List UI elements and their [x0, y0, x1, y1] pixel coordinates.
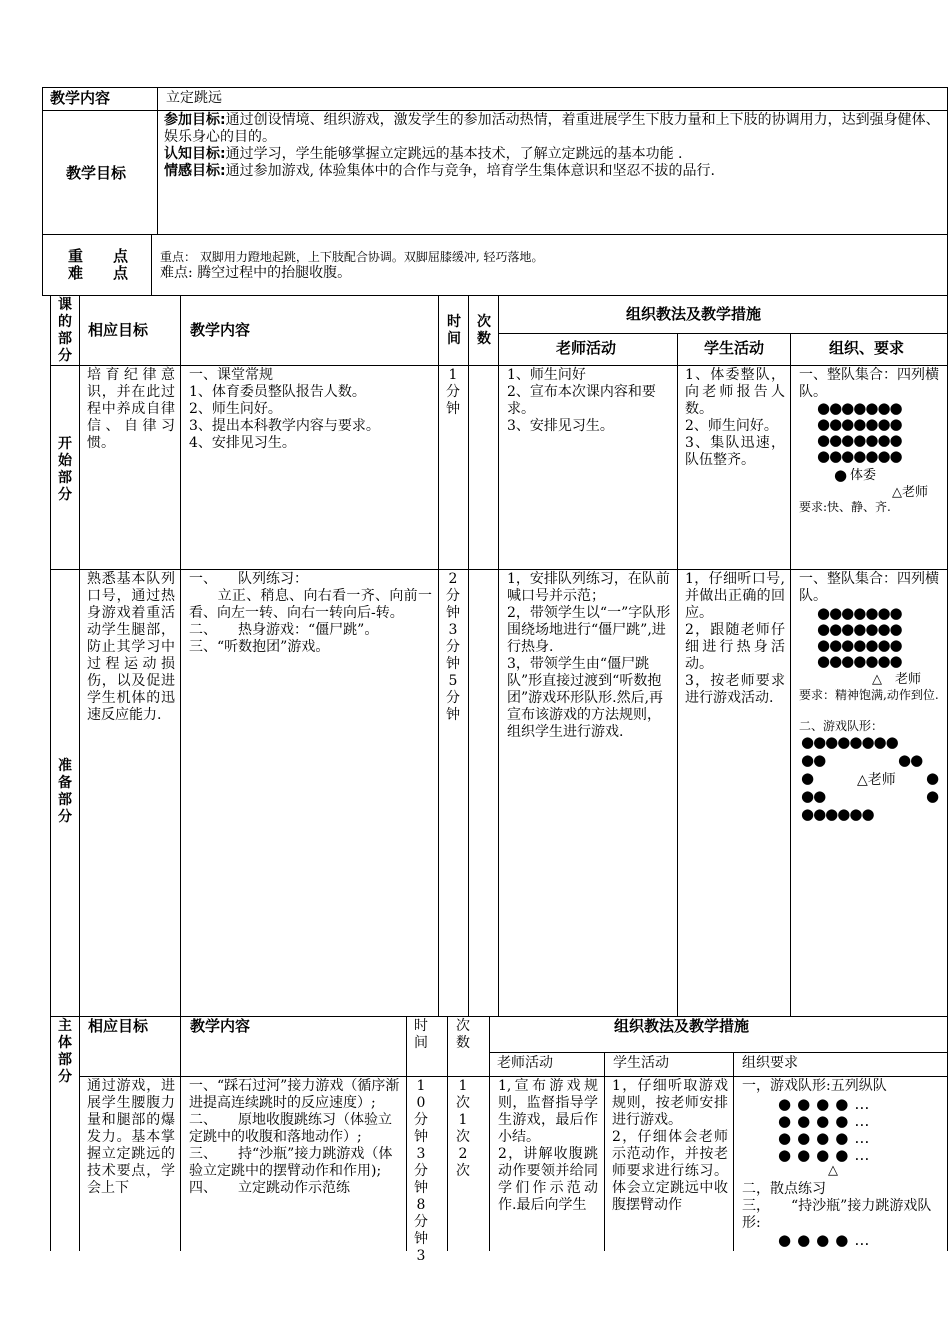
start-content-line: 一、课堂常规 [189, 367, 273, 383]
t2-time-header: 时间 [414, 1018, 428, 1051]
content-label: 教学内容 [50, 89, 111, 107]
monitor-marker: ● [834, 466, 847, 484]
column-formation-row: ●●●●… [778, 1146, 876, 1164]
main-org-line-3: 三， “持沙瓶”接力跳游戏队形: [742, 1198, 932, 1231]
start-content-line: 1、体育委员整队报告人数。 [189, 384, 366, 400]
start-org-req: 要求:快、静、齐. [799, 500, 891, 514]
prep-student-line: 1，仔细听口号,并做出正确的回应。 [685, 571, 785, 621]
start-content-line: 4、安排见习生。 [189, 435, 296, 451]
start-formation-row: ●●●●●●● [817, 415, 902, 433]
column-formation-row: ●●●●… [778, 1129, 876, 1147]
main-time: 10分钟3分钟8分钟3 [414, 1078, 428, 1264]
col-goal-header: 相应目标 [88, 321, 149, 339]
main-org-line-1: 一，游戏队形:五列纵队 [742, 1078, 887, 1094]
start-part-label: 开始部分 [58, 436, 72, 503]
ring-teacher-marker: △老师 [857, 772, 896, 788]
col-student-header: 学生活动 [704, 339, 765, 357]
relay-formation-row: ●●●●… [778, 1231, 876, 1249]
column-formation-row: ●●●●… [778, 1095, 876, 1113]
main-teacher-line: 1,宣布游戏规则，监督指导学生游戏，最后作小结。 [498, 1078, 598, 1145]
content-value: 立定跳远 [166, 90, 222, 106]
ring-formation-right: ●● [898, 751, 923, 769]
ring-formation-right: ● [926, 769, 939, 787]
ring-formation-left: ●● [801, 751, 826, 769]
start-formation-row: ●●●●●●● [817, 431, 902, 449]
prep-formation-row: ●●●●●●● [817, 620, 902, 638]
start-teacher-marker: △老师 [892, 485, 928, 500]
start-org-title: 一、整队集合：四列横队。 [799, 367, 939, 400]
start-goal: 培育纪律意识，并在此过程中养成自律信、自律习惯。 [87, 367, 175, 451]
main-content-line: 三、 持“沙瓶”接力跳游戏（体验立定跳中的摆臂动作和作用); [189, 1146, 393, 1179]
main-teacher-line: 2，讲解收腹跳动作要领并给同学们作示范动作.最后向学生 [498, 1146, 598, 1213]
start-content [189, 367, 434, 452]
start-teacher [507, 367, 674, 435]
prep-content [189, 571, 432, 656]
goals-label: 教学目标 [66, 164, 127, 182]
main-teacher [498, 1078, 598, 1214]
col-time-header: 时间 [447, 314, 461, 347]
t2-count-header: 次数 [456, 1018, 470, 1051]
col-part-header: 课的部分 [58, 297, 72, 364]
prep-time: 2分钟3分钟5分钟 [446, 571, 460, 723]
ring-formation-bottom: ●●●●●● [801, 805, 874, 823]
main-content-line: 二、 原地收腹跳练习（体验立定跳中的收腹和落地动作）; [189, 1112, 392, 1145]
t2-methods-header: 组织教法及教学措施 [614, 1017, 750, 1035]
start-teacher-line: 2、宣布本次课内容和要求。 [507, 384, 656, 417]
t2-content-header: 教学内容 [190, 1017, 251, 1035]
main-org-line-2: 二，散点练习 [742, 1181, 826, 1197]
prep-formation-row: ●●●●●●● [817, 652, 902, 670]
prep-part-label: 准备部分 [58, 758, 72, 825]
t2-teacher-header: 老师活动 [497, 1055, 553, 1071]
goal-cognitive: 认知目标:通过学习，学生能够掌握立定跳远的基本技术，了解立定跳远的基本功能 . [164, 146, 683, 162]
ring-formation-top: ●●●●●●●● [801, 733, 898, 751]
start-content-line: 2、师生问好。 [189, 401, 282, 417]
start-teacher-line: 1、师生问好 [507, 367, 586, 383]
t2-goal-header: 相应目标 [88, 1017, 149, 1035]
prep-org-req: 要求：精神饱满,动作到位. [799, 688, 939, 702]
goal-emotional: 情感目标:通过参加游戏, 体验集体中的合作与竞争，培育学生集体意识和坚忍不拔的品行. [164, 163, 715, 179]
start-content-line: 3、提出本科教学内容与要求。 [189, 418, 380, 434]
prep-org-game: 二、游戏队形： [799, 719, 884, 733]
ring-formation-right: ● [926, 787, 939, 805]
prep-content-line: 立正、稍息、向右看一齐、向前一看、向左一转、向右一转向后-转。 [189, 588, 432, 621]
prep-formation-row: ●●●●●●● [817, 604, 902, 622]
main-student-line: 2，仔细体会老师示范动作，并按老师要求进行练习。体会立定跳远中收腹摆臂动作 [612, 1129, 728, 1213]
col-count-header: 次数 [477, 314, 491, 347]
main-goal: 通过游戏，进展学生腰腹力量和腿部的爆发力。基本掌握立定跳远的技术要点，学会上下 [87, 1078, 175, 1196]
prep-student [685, 571, 785, 707]
col-methods-header: 组织教法及教学措施 [626, 305, 762, 323]
prep-content-line: 三、“听数抱团”游戏。 [189, 639, 330, 655]
prep-student-line: 2，跟随老师仔细进行热身活动。 [685, 622, 785, 672]
goals-text [164, 112, 942, 180]
prep-goal: 熟悉基本队列口号，通过热身游戏着重活动学生腿部，防止其学习中过程运动损伤，以及促进学生机体的迅速反应能力. [87, 571, 175, 723]
prep-content-line: 一、 队列练习： [189, 571, 308, 587]
start-formation-row: ●●●●●●● [817, 447, 902, 465]
t2-org-header: 组织要求 [742, 1055, 798, 1071]
key-point: 重点： 双脚用力蹬地起跳，上下肢配合协调。双脚屈膝缓冲, 轻巧落地。 [160, 250, 544, 264]
main-student-line: 1，仔细听取游戏规则，按老师安排进行游戏。 [612, 1078, 728, 1128]
main-content-line: 一、“踩石过河”接力游戏（循序渐进提高连续跳时的反应速度）; [189, 1078, 400, 1111]
start-student [685, 367, 785, 469]
col-teacher-header: 老师活动 [556, 339, 617, 357]
main-part-label: 主体部分 [58, 1018, 72, 1085]
ring-formation-left: ● [801, 769, 814, 787]
difficult-label: 难 点 [68, 264, 129, 282]
monitor-label: 体委 [850, 468, 877, 483]
prep-formation-row: ●●●●●●● [817, 636, 902, 654]
t2-student-header: 学生活动 [613, 1055, 669, 1071]
ring-formation-left: ●● [801, 787, 826, 805]
column-formation-row: ●●●●… [778, 1112, 876, 1130]
start-formation-row: ●●●●●●● [817, 399, 902, 417]
prep-teacher [507, 571, 674, 741]
difficult-point: 难点: 腾空过程中的抬腿收腹。 [160, 265, 352, 281]
key-label: 重 点 [68, 247, 129, 265]
start-student-line: 3、集队迅速，队伍整齐。 [685, 435, 785, 468]
goal-participation: 参加目标:通过创设情境、组织游戏，激发学生的参加活动热情，着重进展学生下肢力量和上下肢的协调用力，达到强身健体、娱乐身心的目的。 [164, 112, 940, 145]
main-content-line: 四、 立定跳动作示范练 [189, 1180, 350, 1196]
start-teacher-line: 3、安排见习生。 [507, 418, 614, 434]
main-teacher-marker: △ [828, 1163, 838, 1178]
main-count: 1次1次2次 [456, 1078, 470, 1179]
main-content [189, 1078, 401, 1197]
main-student [612, 1078, 728, 1214]
col-content-header: 教学内容 [190, 321, 251, 339]
prep-teacher-line: 2，带领学生以“一”字队形围绕场地进行“僵尸跳”,进行热身. [507, 605, 671, 655]
start-time: 1分钟 [446, 367, 460, 417]
prep-student-line: 3，按老师要求进行游戏活动. [685, 673, 785, 706]
prep-teacher-line: 3，带领学生由“僵尸跳队”形直接过渡到“听数抱团”游戏环形队形.然后,再宣布该游戏的方法规则，组织学生进行游戏. [507, 656, 664, 740]
start-student-line: 2、师生问好。 [685, 418, 778, 434]
prep-teacher-marker: △ 老师 [872, 672, 921, 687]
start-student-line: 1、体委整队，向老师报告人数。 [685, 367, 785, 417]
col-org-header: 组织、要求 [829, 339, 905, 357]
prep-teacher-line: 1，安排队列练习，在队前喊口号并示范； [507, 571, 670, 604]
prep-content-line: 二、 热身游戏：“僵尸跳”。 [189, 622, 379, 638]
prep-org-title: 一、整队集合：四列横队。 [799, 571, 939, 604]
